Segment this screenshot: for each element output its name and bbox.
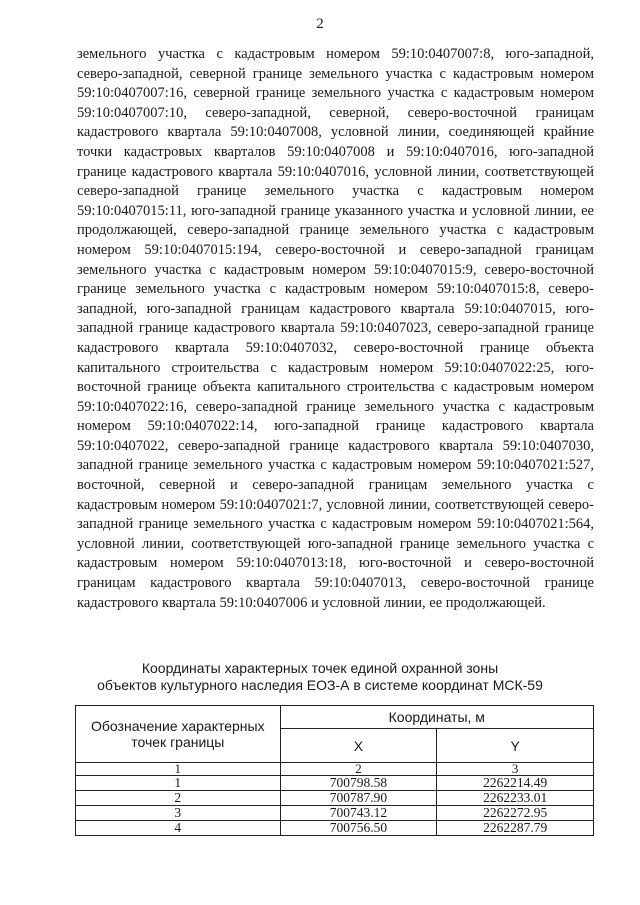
caption-line-1: Координаты характерных точек единой охранной зоны xyxy=(141,660,499,676)
table-row xyxy=(76,821,594,836)
point-cell: 2 xyxy=(76,791,281,806)
caption-line-2: объектов культурного наследия ЕОЗ-А в системе координат МСК-59 xyxy=(97,677,543,693)
x-header: X xyxy=(280,729,437,763)
table-row xyxy=(76,791,594,806)
coordinates-table xyxy=(75,705,594,836)
page-number: 2 xyxy=(316,16,324,32)
table-caption xyxy=(0,660,640,694)
y-cell: 2262233.01 xyxy=(437,791,594,806)
point-cell: 1 xyxy=(76,776,281,791)
y-cell: 2262287.79 xyxy=(437,821,594,836)
x-cell: 700743.12 xyxy=(280,806,437,821)
point-cell: 4 xyxy=(76,821,281,836)
body-paragraph: земельного участка с кадастровым номером 59:10:0407007:8, юго-западной, северо-западной, северной границе земельного участка с кадастровым номером 59:10:0407007:16, северной границе земельного участка с кадастровым номером 59:10:0407007:10, северо-западной, северной, северо-восточной границам кадастрового квартала 59:10:0407008, условной линии, соединяющей крайние точки кадастровых кварталов 59:10:0407008 и 59:10:0407016, юго-западной границе кадастрового квартала 59:10:0407016, условной линии, соответствующей северо-западной границе земельного участка с кадастровым номером 59:10:0407015:11, юго-западной границе указанного участка и условной линии, ее продолжающей, северо-западной границе земельного участка с кадастровым номером 59:10:0407015:194, северо-восточной и северо-западной границам земельного участка с кадастровым номером 59:10:0407015:9, северо-восточной границе земельного участка с кадастровым номером 59:10:0407015:8, северо-западной, юго-западной границам кадастрового квартала 59:10:0407015, юго-западной границе кадастрового квартала 59:10:0407023, северо-западной границе кадастрового квартала 59:10:0407032, северо-восточной границе объекта капитального строительства с кадастровым номером 59:10:0407022:25, юго-восточной границе объекта капитального строительства с кадастровым номером 59:10:0407022:16, северо-западной границе земельного участка с кадастровым номером 59:10:0407022:14, юго-западной границе кадастрового квартала 59:10:0407022, северо-западной границе кадастрового квартала 59:10:0407030, западной границе земельного участка с кадастровым номером 59:10:0407021:527, восточной, северной и северо-западной границам земельного участка с кадастровым номером 59:10:0407021:7, условной линии, соответствующей северо-западной границе земельного участка с кадастровым номером 59:10:0407021:564, условной линии, соответствующей юго-западной границе земельного участка с кадастровым номером 59:10:0407013:18, юго-восточной и северо-восточной границам кадастрового квартала 59:10:0407013, северо-восточной границе кадастрового квартала 59:10:0407006 и условной линии, ее продолжающей. xyxy=(77,46,594,611)
point-header: Обозначение характерных точек границы xyxy=(76,706,281,763)
table-row xyxy=(76,776,594,791)
y-header: Y xyxy=(437,729,594,763)
coordinates-header: Координаты, м xyxy=(280,706,593,729)
column-number-row xyxy=(76,763,594,776)
x-cell: 700787.90 xyxy=(280,791,437,806)
y-cell: 2262272.95 xyxy=(437,806,594,821)
column-number: 2 xyxy=(280,763,437,776)
x-cell: 700756.50 xyxy=(280,821,437,836)
table-row xyxy=(76,806,594,821)
x-cell: 700798.58 xyxy=(280,776,437,791)
point-cell: 3 xyxy=(76,806,281,821)
column-number: 3 xyxy=(437,763,594,776)
y-cell: 2262214.49 xyxy=(437,776,594,791)
column-number: 1 xyxy=(76,763,281,776)
